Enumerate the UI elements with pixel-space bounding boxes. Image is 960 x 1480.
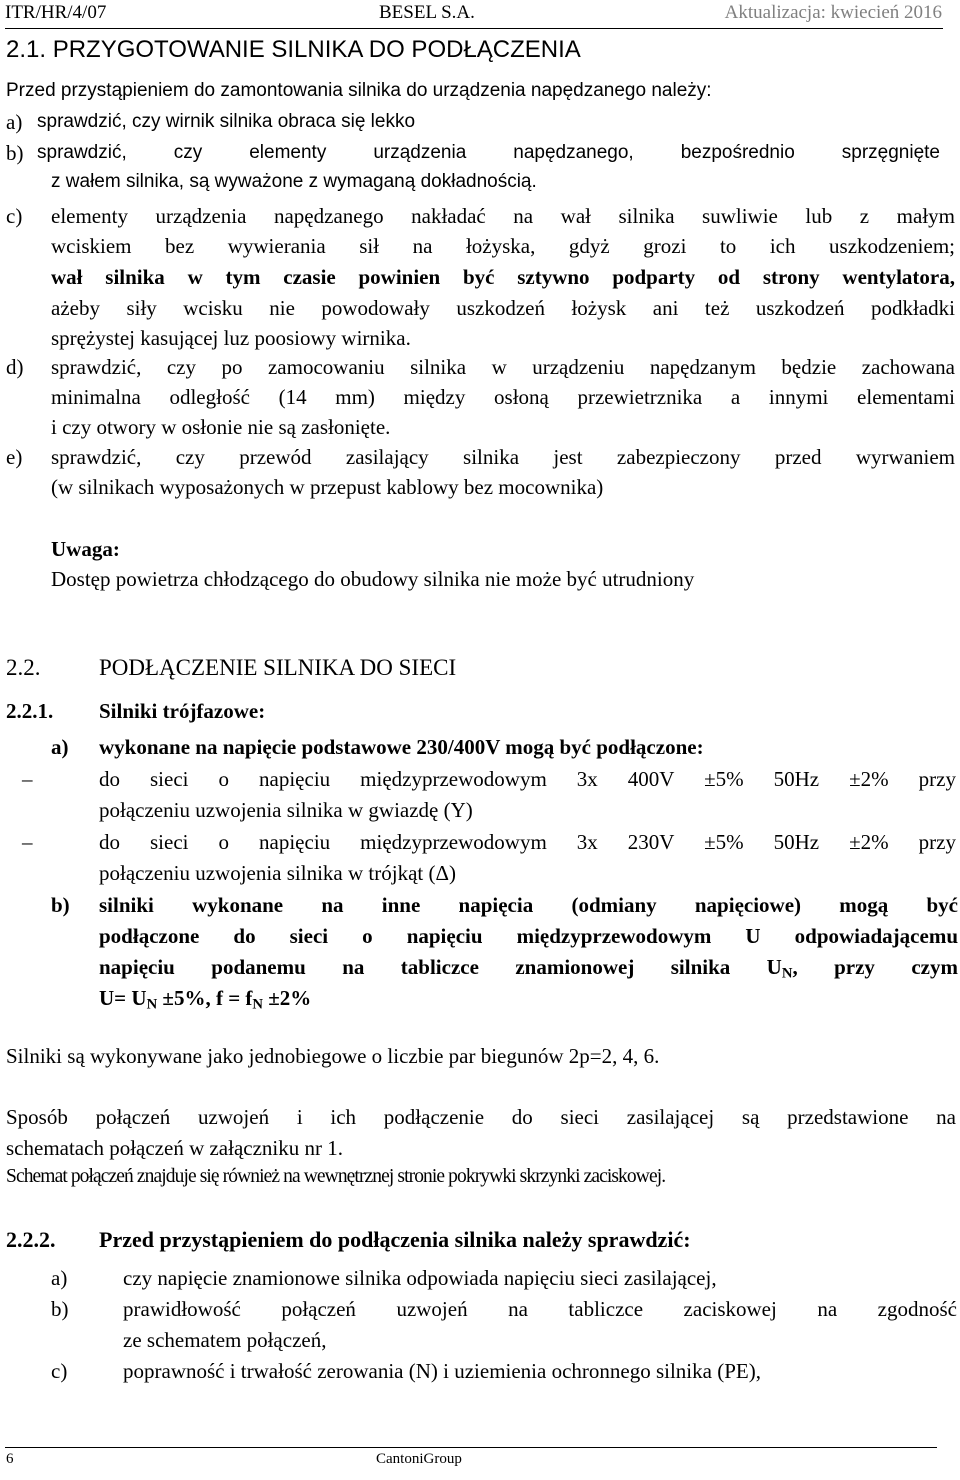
item-e-label: e) xyxy=(6,445,23,469)
voltage-b-line-3-end: , przy czym xyxy=(792,955,958,979)
voltage-b-line-2: podłączone do sieci o napięciu międzyprzewodowym U odpowiadającemu xyxy=(99,924,958,948)
formula-u-sub: N xyxy=(146,996,158,1013)
section-2-2-1-title: Silniki trójfazowe: xyxy=(99,699,266,723)
voltage-b-line-1: silniki wykonane na inne napięcia (odmiany napięciowe) mogą być xyxy=(99,893,958,917)
check-a-text: czy napięcie znamionowe silnika odpowiada napięciu sieci zasilającej, xyxy=(123,1266,717,1290)
pole-pairs-text: Silniki są wykonywane jako jednobiegowe o liczbie par biegunów 2p=2, 4, 6. xyxy=(6,1044,660,1068)
dash-2: – xyxy=(22,830,33,854)
item-d-label: d) xyxy=(6,355,24,379)
item-c-line-4: ażeby siły wcisku nie powodowały uszkodzeń łożysk ani też uszkodzeń podkładki xyxy=(51,296,955,320)
footer-rule xyxy=(5,1447,937,1448)
formula-u: U= U xyxy=(99,986,147,1010)
item-b-label: b) xyxy=(6,141,24,165)
connection-line-1: Sposób połączeń uzwojeń i ich podłączenie do sieci zasilającej są przedstawione na xyxy=(6,1105,956,1129)
update-date: Aktualizacja: kwiecień 2016 xyxy=(724,2,942,23)
section-2-2-1-number: 2.2.1. xyxy=(6,699,54,723)
formula-f: ±5%, f = f xyxy=(157,986,253,1010)
section-2-2-2-number: 2.2.2. xyxy=(6,1227,56,1252)
connection-line-2: schematach połączeń w załączniku nr 1. xyxy=(6,1136,343,1160)
check-c-text: poprawność i trwałość zerowania (N) i uziemienia ochronnego silnika (PE), xyxy=(123,1359,761,1383)
doc-code: ITR/HR/4/07 xyxy=(5,2,107,23)
voltage-b-line-4 xyxy=(99,983,311,1013)
scheme-location-text: Schemat połączeń znajduje się również na wewnętrznej stronie pokrywki skrzynki zaciskowej. xyxy=(6,1166,666,1187)
dash-1-line-2: połączeniu uzwojenia silnika w gwiazdę (Y) xyxy=(99,798,473,822)
item-d-line-1: sprawdzić, czy po zamocowaniu silnika w urządzeniu napędzanym będzie zachowana xyxy=(51,355,955,379)
item-a-text: sprawdzić, czy wirnik silnika obraca się lekko xyxy=(37,111,416,132)
dash-2-line-1: do sieci o napięciu międzyprzewodowym 3x 230V ±5% 50Hz ±2% przy xyxy=(99,830,956,854)
section-2-1-title: 2.1. PRZYGOTOWANIE SILNIKA DO PODŁĄCZENIA xyxy=(6,36,581,63)
dash-2-line-2: połączeniu uzwojenia silnika w trójkąt (Δ) xyxy=(99,861,456,885)
voltage-b-label: b) xyxy=(51,893,70,917)
item-b-line-1: sprawdzić, czy elementy urządzenia napędzanego, bezpośrednio sprzęgnięte xyxy=(37,142,940,163)
check-b-line-2: ze schematem połączeń, xyxy=(123,1328,327,1352)
formula-tolerance: ±2% xyxy=(263,986,312,1010)
dash-1-line-1: do sieci o napięciu międzyprzewodowym 3x 400V ±5% 50Hz ±2% przy xyxy=(99,767,956,791)
item-b-line-2: z wałem silnika, są wyważone z wymaganą dokładnością. xyxy=(51,171,537,192)
voltage-a-text: wykonane na napięcie podstawowe 230/400V mogą być podłączone: xyxy=(99,735,704,759)
item-c-label: c) xyxy=(6,204,23,228)
page-header xyxy=(5,2,942,28)
item-e-line-1: sprawdzić, czy przewód zasilający silnika jest zabezpieczony przed wyrwaniem xyxy=(51,445,955,469)
item-c-line-2: wciskiem bez wywierania sił na łożyska, gdyż grozi to ich uszkodzeniem; xyxy=(51,234,955,258)
item-c-line-3: wał silnika w tym czasie powinien być sztywno podparty od strony wentylatora, xyxy=(51,265,955,289)
section-2-2-2-title: Przed przystąpieniem do podłączenia silnika należy sprawdzić: xyxy=(99,1227,691,1252)
footer-brand: CantoniGroup xyxy=(376,1451,462,1467)
voltage-a-label: a) xyxy=(51,735,69,759)
item-c-line-5: sprężystej kasującej luz poosiowy wirnika. xyxy=(51,326,411,350)
formula-f-sub: N xyxy=(252,996,264,1013)
header-rule xyxy=(5,28,943,29)
note-text: Dostęp powietrza chłodzącego do obudowy silnika nie może być utrudniony xyxy=(51,567,695,591)
page-number: 6 xyxy=(6,1451,14,1467)
check-b-label: b) xyxy=(51,1297,69,1321)
item-e-line-2: (w silnikach wyposażonych w przepust kablowy bez mocownika) xyxy=(51,475,604,499)
voltage-b-line-3-sub: N xyxy=(781,965,793,982)
section-2-1-intro: Przed przystąpieniem do zamontowania silnika do urządzenia napędzanego należy: xyxy=(6,80,712,101)
check-a-label: a) xyxy=(51,1266,68,1290)
note-label: Uwaga: xyxy=(51,537,120,561)
check-c-label: c) xyxy=(51,1359,68,1383)
item-d-line-3: i czy otwory w osłonie nie są zasłonięte. xyxy=(51,415,391,439)
item-c-line-1: elementy urządzenia napędzanego nakładać na wał silnika suwliwie lub z małym xyxy=(51,204,955,228)
item-a-label: a) xyxy=(6,110,23,134)
section-2-2-title: PODŁĄCZENIE SILNIKA DO SIECI xyxy=(99,655,457,680)
voltage-b-line-3 xyxy=(99,952,958,982)
item-d-line-2: minimalna odległość (14 mm) między osłoną przewietrznika a innymi elementami xyxy=(51,385,955,409)
dash-1: – xyxy=(22,767,33,791)
company-name: BESEL S.A. xyxy=(379,2,475,23)
voltage-b-line-3-text: napięciu podanemu na tabliczce znamionowej silnika U xyxy=(99,955,782,979)
section-2-2-number: 2.2. xyxy=(6,655,41,680)
check-b-line-1: prawidłowość połączeń uzwojeń na tabliczce zaciskowej na zgodność xyxy=(123,1297,957,1321)
